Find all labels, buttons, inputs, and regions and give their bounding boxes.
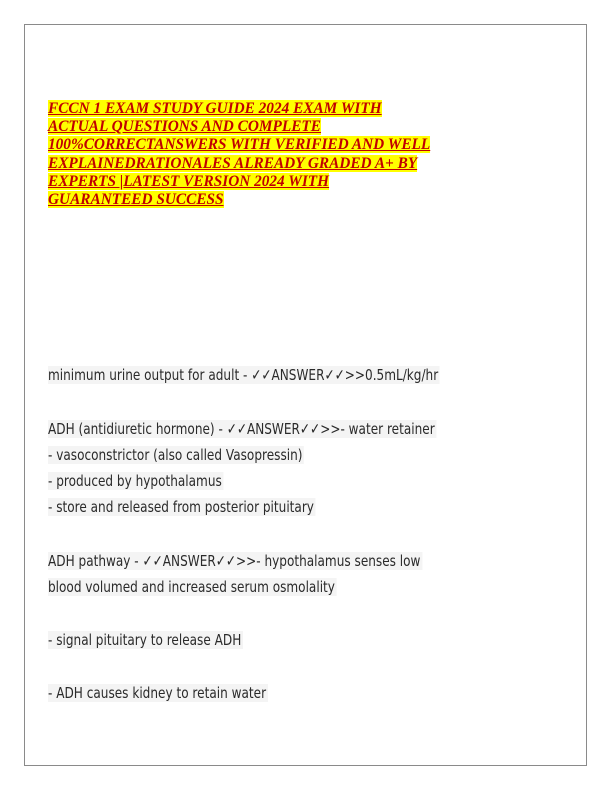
qa-line: - produced by hypothalamus [48, 472, 222, 490]
title-line: 100%CORRECTANSWERS WITH VERIFIED AND WELL [48, 136, 431, 154]
qa-line: blood volumed and increased serum osmolality [48, 578, 335, 596]
title-line: EXPLAINEDRATIONALES ALREADY GRADED A+ BY [48, 154, 418, 172]
qa-line: - ADH causes kidney to retain water [48, 684, 267, 702]
qa-block-adh [48, 416, 435, 520]
title-line: FCCN 1 EXAM STUDY GUIDE 2024 EXAM WITH [48, 100, 382, 117]
qa-block-adh-pathway [48, 548, 430, 600]
title-line: ACTUAL QUESTIONS AND COMPLETE [48, 118, 321, 136]
qa-block-kidney [48, 680, 430, 706]
title-line: EXPERTS |LATEST VERSION 2024 WITH [48, 172, 330, 190]
qa-line: minimum urine output for adult - ✓✓ANSWER✓✓>>0.5mL/kg/hr [48, 366, 439, 384]
qa-block-signal-pituitary [48, 627, 430, 653]
qa-block-urine-output [48, 362, 439, 388]
title-line: GUARANTEED SUCCESS [48, 191, 224, 209]
qa-line: - vasoconstrictor (also called Vasopressin) [48, 446, 303, 464]
qa-line: ADH pathway - ✓✓ANSWER✓✓>>- hypothalamus senses low [48, 552, 421, 570]
qa-line: - store and released from posterior pituitary [48, 498, 314, 516]
qa-line: ADH (antidiuretic hormone) - ✓✓ANSWER✓✓>>- water retainer [48, 420, 435, 438]
document-title [48, 100, 518, 209]
qa-line: - signal pituitary to release ADH [48, 631, 242, 649]
